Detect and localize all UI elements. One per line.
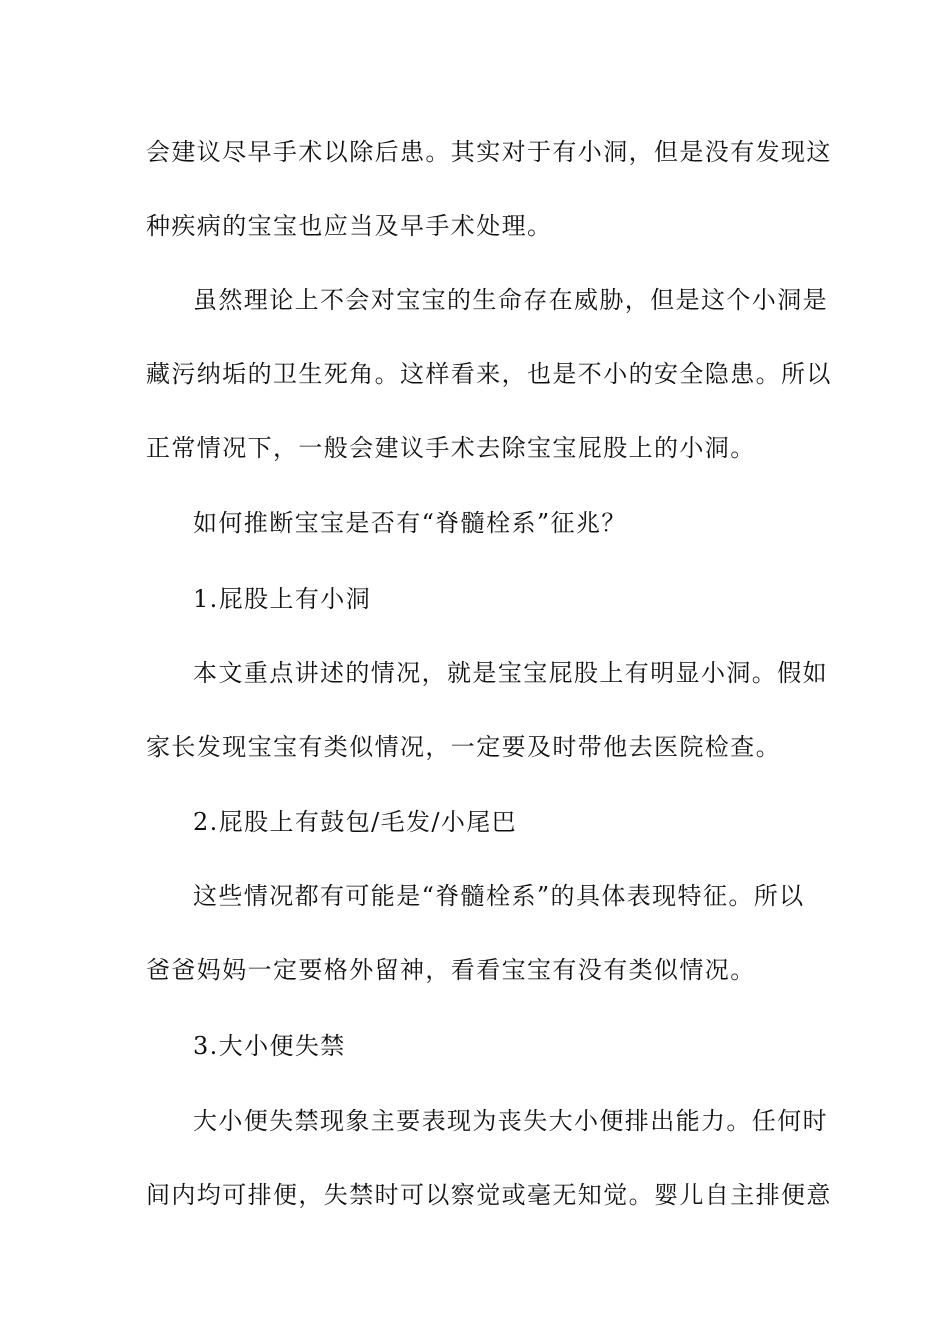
paragraph-line: 这些情况都有可能是“脊髓栓系”的具体表现特征。所以	[193, 882, 805, 910]
paragraph-line: 会建议尽早手术以除后患。其实对于有小洞，但是没有发现这	[146, 138, 832, 166]
paragraph-line: 虽然理论上不会对宝宝的生命存在威胁，但是这个小洞是	[193, 286, 828, 314]
paragraph-line: 间内均可排便，失禁时可以察觉或毫无知觉。婴儿自主排便意	[146, 1181, 832, 1209]
list-heading: 1.屁股上有小洞	[193, 585, 372, 613]
paragraph-line: 本文重点讲述的情况，就是宝宝屁股上有明显小洞。假如	[193, 659, 828, 687]
paragraph-line: 种疾病的宝宝也应当及早手术处理。	[146, 212, 553, 240]
paragraph-line: 正常情况下，一般会建议手术去除宝宝屁股上的小洞。	[146, 434, 756, 462]
list-heading: 2.屁股上有鼓包/毛发/小尾巴	[193, 808, 518, 836]
paragraph-line: 藏污纳垢的卫生死角。这样看来，也是不小的安全隐患。所以	[146, 360, 832, 388]
section-heading: 如何推断宝宝是否有“脊髓栓系”征兆？	[193, 509, 627, 537]
list-heading: 3.大小便失禁	[193, 1032, 346, 1060]
paragraph-line: 家长发现宝宝有类似情况，一定要及时带他去医院检查。	[146, 733, 781, 761]
paragraph-line: 大小便失禁现象主要表现为丧失大小便排出能力。任何时	[193, 1107, 828, 1135]
paragraph-line: 爸爸妈妈一定要格外留神，看看宝宝有没有类似情况。	[146, 956, 756, 984]
